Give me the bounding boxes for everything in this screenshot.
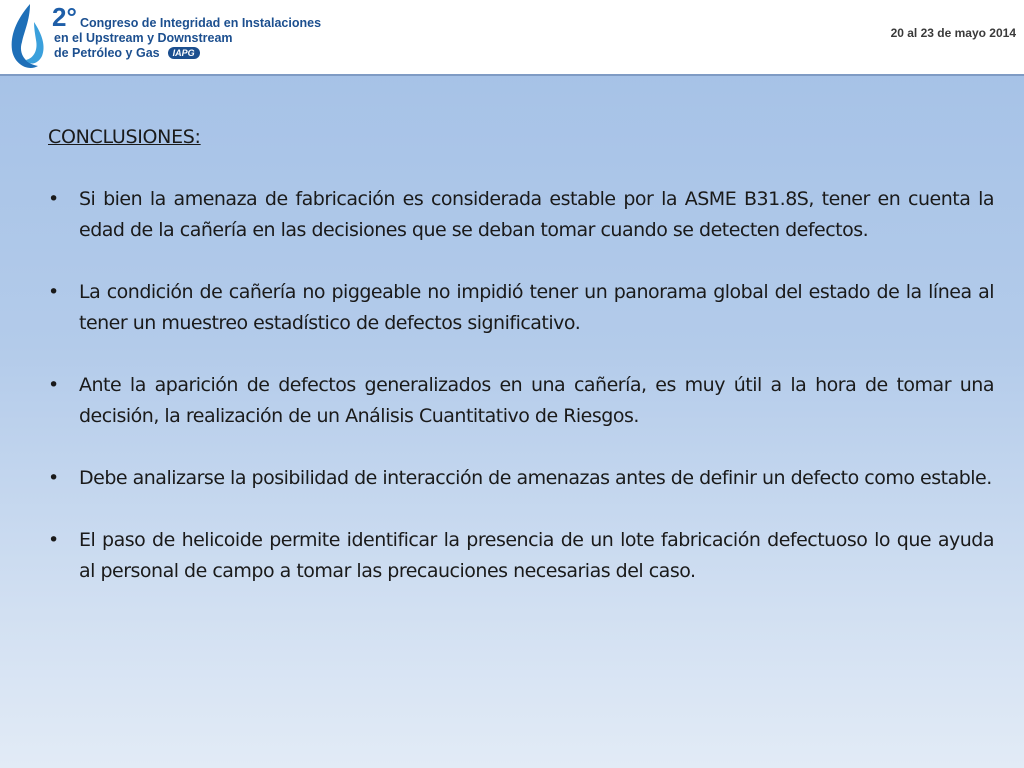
bullet-text: Ante la aparición de defectos generalizados en una cañería, es muy útil a la hora de tomar una decisión, la realización de un Análisis Cuantitativo de Riesgos. — [79, 374, 994, 427]
bullet-text: La condición de cañería no piggeable no impidió tener un panorama global del estado de la línea al tener un muestreo estadístico de defectos significativo. — [79, 281, 994, 334]
bullet-icon: • — [48, 529, 59, 551]
bullet-icon: • — [48, 374, 59, 396]
congress-title-line-2: en el Upstream y Downstream — [54, 31, 233, 45]
bullet-icon: • — [48, 467, 59, 489]
bullet-text: El paso de helicoide permite identificar la presencia de un lote fabricación defectuoso lo que ayuda al personal de campo a tomar las precauciones necesarias del caso. — [79, 529, 994, 582]
iapg-badge: IAPG — [168, 47, 200, 59]
slide-header — [0, 0, 1024, 76]
event-date: 20 al 23 de mayo 2014 — [890, 26, 1016, 40]
bullet-icon: • — [48, 188, 59, 210]
list-item — [48, 463, 994, 494]
list-item — [48, 277, 994, 339]
slide-content — [48, 122, 994, 618]
congress-ordinal: 2° — [52, 2, 77, 32]
conclusions-heading: CONCLUSIONES: — [48, 126, 201, 148]
bullet-text: Si bien la amenaza de fabricación es considerada estable por la ASME B31.8S, tener en cuenta la edad de la cañería en las decisiones que se deban tomar cuando se detecten defectos. — [79, 188, 994, 241]
congress-title-line-3: de Petróleo y Gas — [54, 46, 160, 60]
conclusions-list — [48, 184, 994, 587]
list-item — [48, 370, 994, 432]
bullet-icon: • — [48, 281, 59, 303]
bullet-text: Debe analizarse la posibilidad de interacción de amenazas antes de definir un defecto como estable. — [79, 467, 992, 489]
list-item — [48, 184, 994, 246]
congress-title-line-1: Congreso de Integridad en Instalaciones — [80, 16, 322, 30]
water-drop-logo-icon — [8, 2, 48, 72]
list-item — [48, 525, 994, 587]
